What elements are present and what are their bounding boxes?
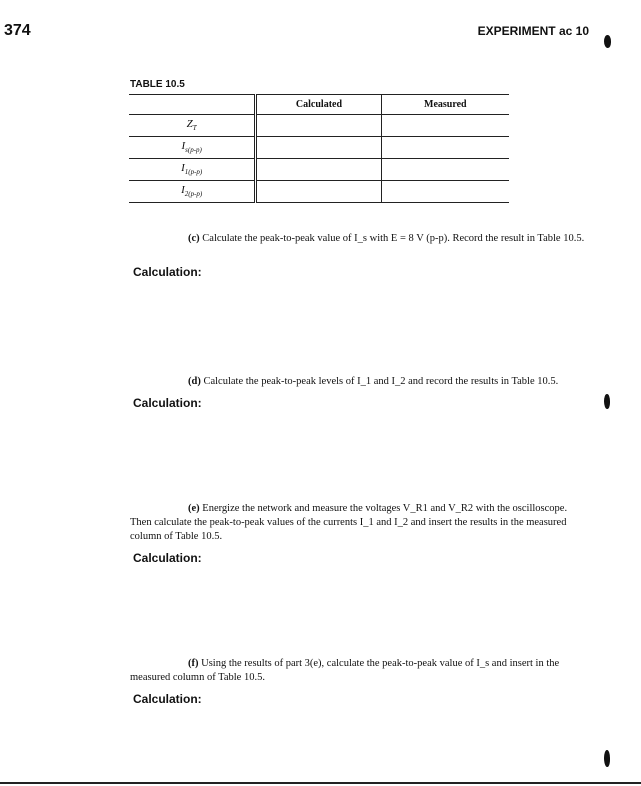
part-text: Calculate the peak-to-peak value of I_s with E = 8 V (p-p). Record the result in Table 10.5.: [202, 233, 585, 244]
row-symbol: I: [181, 140, 186, 153]
table-row: [129, 115, 509, 137]
instruction-part-f: [130, 657, 590, 685]
row-subscript: 2(p-p): [184, 190, 203, 199]
running-head: EXPERIMENT ac 10: [477, 24, 589, 38]
row-symbol: Z: [186, 118, 193, 131]
calculated-cell: [256, 137, 381, 159]
part-label: (f): [188, 658, 199, 669]
measured-cell: [381, 181, 509, 203]
calculated-cell: [256, 159, 381, 181]
page-number: 374: [4, 22, 31, 39]
row-symbol: I: [181, 184, 185, 197]
calculation-heading: Calculation:: [133, 551, 202, 565]
column-header-measured: Measured: [381, 95, 509, 115]
calculation-heading: Calculation:: [133, 396, 202, 410]
table-label: TABLE 10.5: [130, 79, 185, 90]
table-row: [129, 181, 509, 203]
row-subscript: T: [192, 124, 197, 133]
ink-blot: [604, 35, 611, 48]
ink-blot: [604, 394, 610, 409]
column-header-blank: [129, 95, 256, 115]
row-symbol: I: [181, 162, 185, 175]
instruction-part-d: [130, 375, 590, 389]
results-table: [129, 94, 509, 203]
table-row: [129, 137, 509, 159]
table-row: [129, 159, 509, 181]
measured-cell: [381, 159, 509, 181]
measured-cell: [381, 137, 509, 159]
calculated-cell: [256, 181, 381, 203]
part-text: Using the results of part 3(e), calculate the peak-to-peak value of I_s and insert in the measured column of Table 10.5.: [130, 658, 560, 683]
part-text: Energize the network and measure the voltages V_R1 and V_R2 with the oscilloscope. Then calculate the peak-to-peak values of the currents I_1 and I_2 and insert the results in the measured column of Table 10.5.: [130, 503, 568, 542]
row-label: [129, 181, 256, 203]
table-header-row: [129, 95, 509, 115]
row-subscript: 1(p-p): [184, 168, 203, 177]
column-header-calculated: Calculated: [256, 95, 381, 115]
calculation-heading: Calculation:: [133, 265, 202, 279]
part-label: (d): [188, 376, 201, 387]
measured-cell: [381, 115, 509, 137]
row-label: [129, 137, 256, 159]
row-subscript: s(p-p): [185, 146, 202, 155]
calculation-heading: Calculation:: [133, 692, 202, 706]
part-label: (e): [188, 503, 200, 514]
part-label: (c): [188, 233, 200, 244]
bottom-rule: [0, 782, 641, 784]
row-label: [129, 159, 256, 181]
ink-blot: [604, 750, 610, 767]
instruction-part-e: [130, 502, 590, 544]
calculated-cell: [256, 115, 381, 137]
row-label: [129, 115, 256, 137]
instruction-part-c: [130, 232, 590, 246]
part-text: Calculate the peak-to-peak levels of I_1 and I_2 and record the results in Table 10.5.: [203, 376, 559, 387]
